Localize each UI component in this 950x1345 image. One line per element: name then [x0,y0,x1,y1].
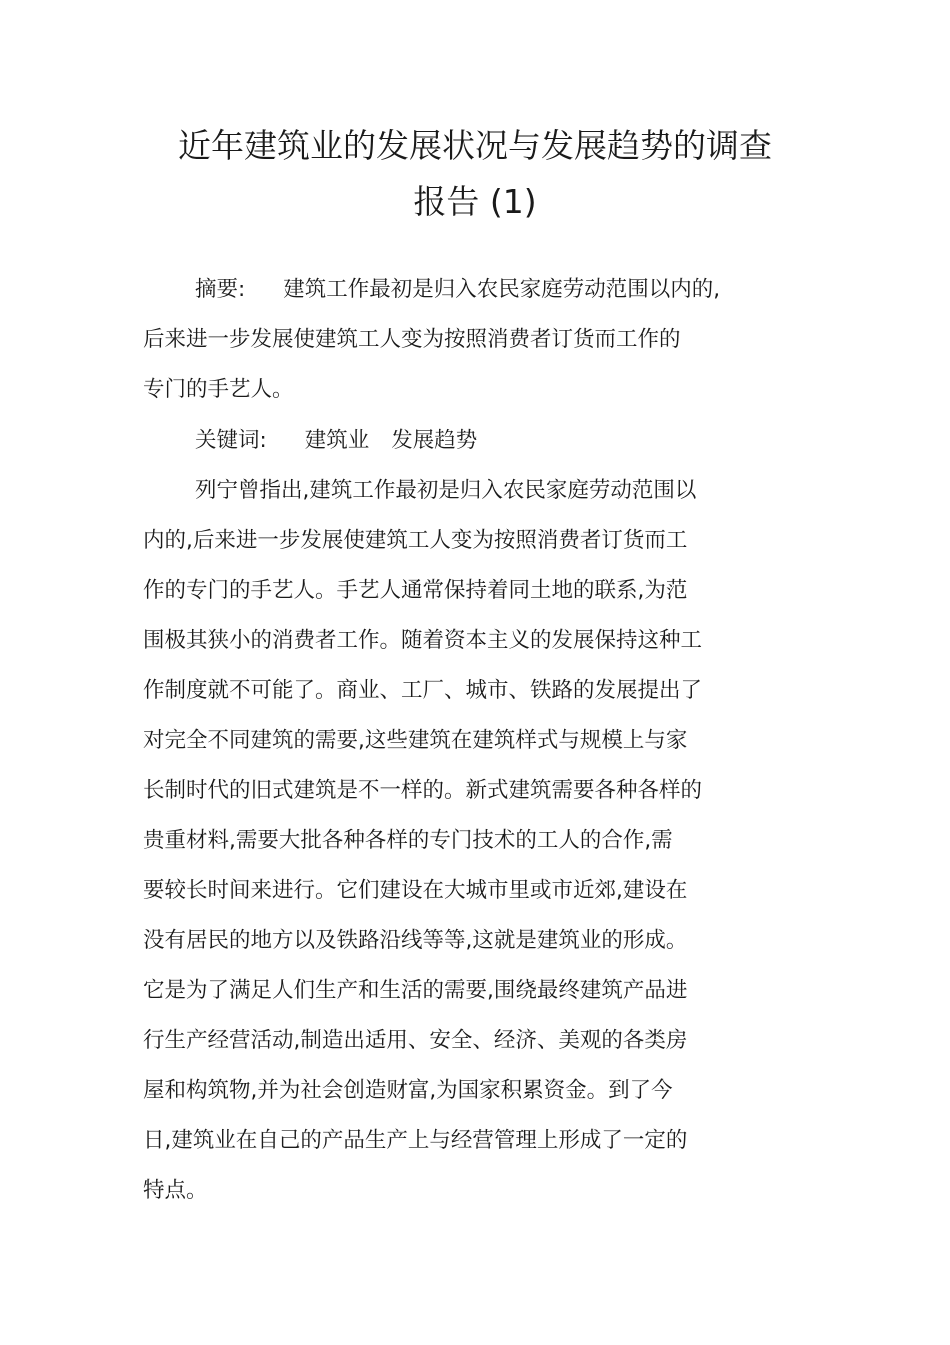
body-line: 行生产经营活动,制造出适用、安全、经济、美观的各类房 [143,1028,688,1053]
abstract-text-line-1: 建筑工作最初是归入农民家庭劳动范围以内的, [283,277,721,302]
keywords-line [143,421,477,461]
body-line: 日,建筑业在自己的产品生产上与经营管理上形成了一定的 [143,1128,688,1153]
body-line: 屋和构筑物,并为社会创造财富,为国家积累资金。到了今 [143,1078,673,1103]
abstract-text-line-2: 后来进一步发展使建筑工人变为按照消费者订货而工作的 [143,327,681,352]
body-line: 没有居民的地方以及铁路沿线等等,这就是建筑业的形成。 [143,928,688,953]
title-line-1: 近年建筑业的发展状况与发展趋势的调查 [178,126,772,165]
title-line-2: 报告 (1) [413,182,537,221]
body-line: 长制时代的旧式建筑是不一样的。新式建筑需要各种各样的 [143,778,703,803]
body-line: 内的,后来进一步发展使建筑工人变为按照消费者订货而工 [143,528,688,553]
keyword-item-2: 发展趋势 [391,428,478,453]
body-line: 特点。 [143,1178,208,1203]
body-line: 要较长时间来进行。它们建设在大城市里或市近郊,建设在 [143,878,688,903]
body-line: 围极其狭小的消费者工作。随着资本主义的发展保持这种工 [143,628,703,653]
body-line: 作制度就不可能了。商业、工厂、城市、铁路的发展提出了 [143,678,703,703]
abstract-text-line-3: 专门的手艺人。 [143,377,294,402]
body-line: 贵重材料,需要大批各种各样的专门技术的工人的合作,需 [143,828,673,853]
abstract-label: 摘要: [195,277,246,302]
body-line: 对完全不同建筑的需要,这些建筑在建筑样式与规模上与家 [143,728,688,753]
abstract-first-line [143,270,720,310]
body-line: 作的专门的手艺人。手艺人通常保持着同土地的联系,为范 [143,578,688,603]
body-line: 列宁曾指出,建筑工作最初是归入农民家庭劳动范围以 [195,478,697,503]
body-line: 它是为了满足人们生产和生活的需要,围绕最终建筑产品进 [143,978,688,1003]
keyword-item-1: 建筑业 [304,428,370,453]
keywords-label: 关键词: [195,428,267,453]
document-title [150,118,800,230]
